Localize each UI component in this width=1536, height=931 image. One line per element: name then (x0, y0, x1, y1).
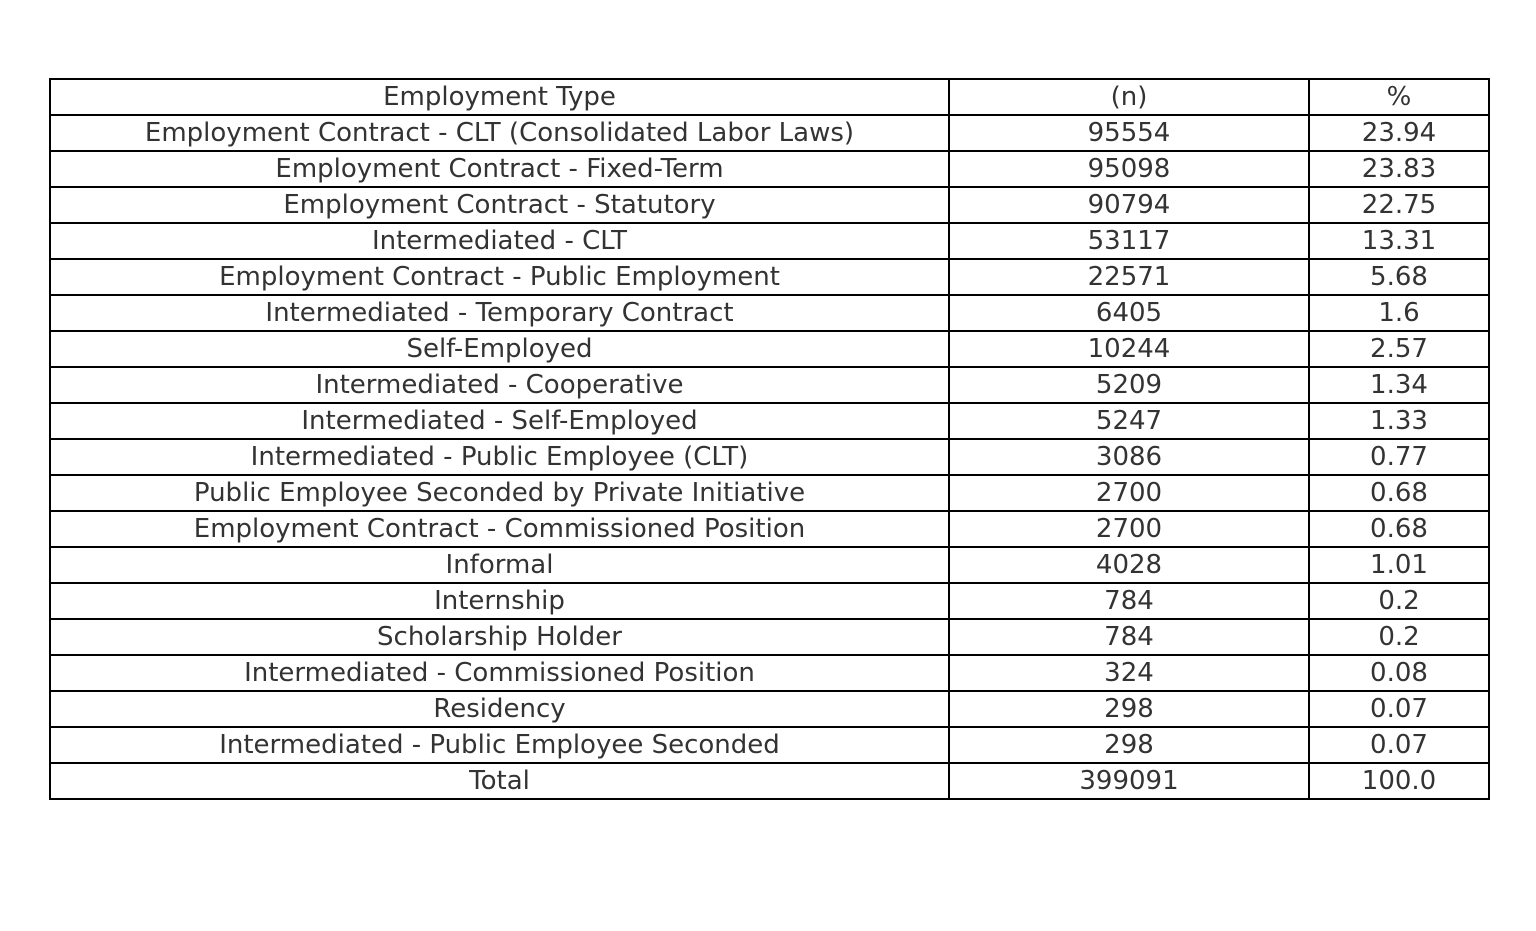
employment-type-cell: Employment Contract - Fixed-Term (50, 151, 949, 187)
employment-type-cell: Self-Employed (50, 331, 949, 367)
employment-type-cell: Intermediated - Cooperative (50, 367, 949, 403)
table-row (50, 439, 1489, 475)
percent-cell: 0.07 (1309, 691, 1489, 727)
table-row (50, 511, 1489, 547)
count-cell: 5247 (949, 403, 1309, 439)
employment-type-cell: Intermediated - Temporary Contract (50, 295, 949, 331)
count-cell: 95098 (949, 151, 1309, 187)
percent-cell: 13.31 (1309, 223, 1489, 259)
percent-cell: 0.07 (1309, 727, 1489, 763)
employment-type-cell: Total (50, 763, 949, 799)
percent-cell: 1.33 (1309, 403, 1489, 439)
table-row (50, 619, 1489, 655)
employment-type-cell: Residency (50, 691, 949, 727)
table-row (50, 115, 1489, 151)
count-cell: 784 (949, 619, 1309, 655)
employment-type-cell: Public Employee Seconded by Private Initiative (50, 475, 949, 511)
column-header-employment-type: Employment Type (50, 79, 949, 115)
table-row (50, 547, 1489, 583)
count-cell: 90794 (949, 187, 1309, 223)
data-table (49, 78, 1490, 800)
percent-cell: 0.68 (1309, 475, 1489, 511)
column-header-percent: % (1309, 79, 1489, 115)
employment-type-cell: Scholarship Holder (50, 619, 949, 655)
table-row (50, 655, 1489, 691)
percent-cell: 23.83 (1309, 151, 1489, 187)
percent-cell: 1.01 (1309, 547, 1489, 583)
table-row (50, 475, 1489, 511)
count-cell: 784 (949, 583, 1309, 619)
percent-cell: 22.75 (1309, 187, 1489, 223)
table-body (50, 115, 1489, 799)
table-row (50, 727, 1489, 763)
employment-type-cell: Intermediated - Commissioned Position (50, 655, 949, 691)
percent-cell: 0.68 (1309, 511, 1489, 547)
count-cell: 22571 (949, 259, 1309, 295)
table-row (50, 763, 1489, 799)
count-cell: 2700 (949, 475, 1309, 511)
table-row (50, 187, 1489, 223)
percent-cell: 1.34 (1309, 367, 1489, 403)
employment-type-cell: Employment Contract - Public Employment (50, 259, 949, 295)
count-cell: 399091 (949, 763, 1309, 799)
employment-type-cell: Internship (50, 583, 949, 619)
employment-type-cell: Employment Contract - Commissioned Position (50, 511, 949, 547)
percent-cell: 0.08 (1309, 655, 1489, 691)
employment-type-cell: Employment Contract - Statutory (50, 187, 949, 223)
count-cell: 10244 (949, 331, 1309, 367)
count-cell: 53117 (949, 223, 1309, 259)
count-cell: 5209 (949, 367, 1309, 403)
employment-type-cell: Intermediated - CLT (50, 223, 949, 259)
table-header-row (50, 79, 1489, 115)
count-cell: 3086 (949, 439, 1309, 475)
table-row (50, 295, 1489, 331)
employment-type-cell: Intermediated - Public Employee Seconded (50, 727, 949, 763)
table-row (50, 367, 1489, 403)
count-cell: 6405 (949, 295, 1309, 331)
table-row (50, 259, 1489, 295)
count-cell: 298 (949, 691, 1309, 727)
table-row (50, 223, 1489, 259)
employment-type-cell: Intermediated - Self-Employed (50, 403, 949, 439)
employment-type-cell: Intermediated - Public Employee (CLT) (50, 439, 949, 475)
count-cell: 2700 (949, 511, 1309, 547)
table-row (50, 331, 1489, 367)
percent-cell: 0.2 (1309, 583, 1489, 619)
percent-cell: 0.2 (1309, 619, 1489, 655)
column-header-count: (n) (949, 79, 1309, 115)
table-row (50, 151, 1489, 187)
percent-cell: 1.6 (1309, 295, 1489, 331)
percent-cell: 23.94 (1309, 115, 1489, 151)
table-row (50, 583, 1489, 619)
count-cell: 95554 (949, 115, 1309, 151)
percent-cell: 0.77 (1309, 439, 1489, 475)
percent-cell: 100.0 (1309, 763, 1489, 799)
employment-type-cell: Employment Contract - CLT (Consolidated Labor Laws) (50, 115, 949, 151)
count-cell: 4028 (949, 547, 1309, 583)
percent-cell: 5.68 (1309, 259, 1489, 295)
count-cell: 298 (949, 727, 1309, 763)
count-cell: 324 (949, 655, 1309, 691)
percent-cell: 2.57 (1309, 331, 1489, 367)
table-row (50, 403, 1489, 439)
employment-type-cell: Informal (50, 547, 949, 583)
table-row (50, 691, 1489, 727)
